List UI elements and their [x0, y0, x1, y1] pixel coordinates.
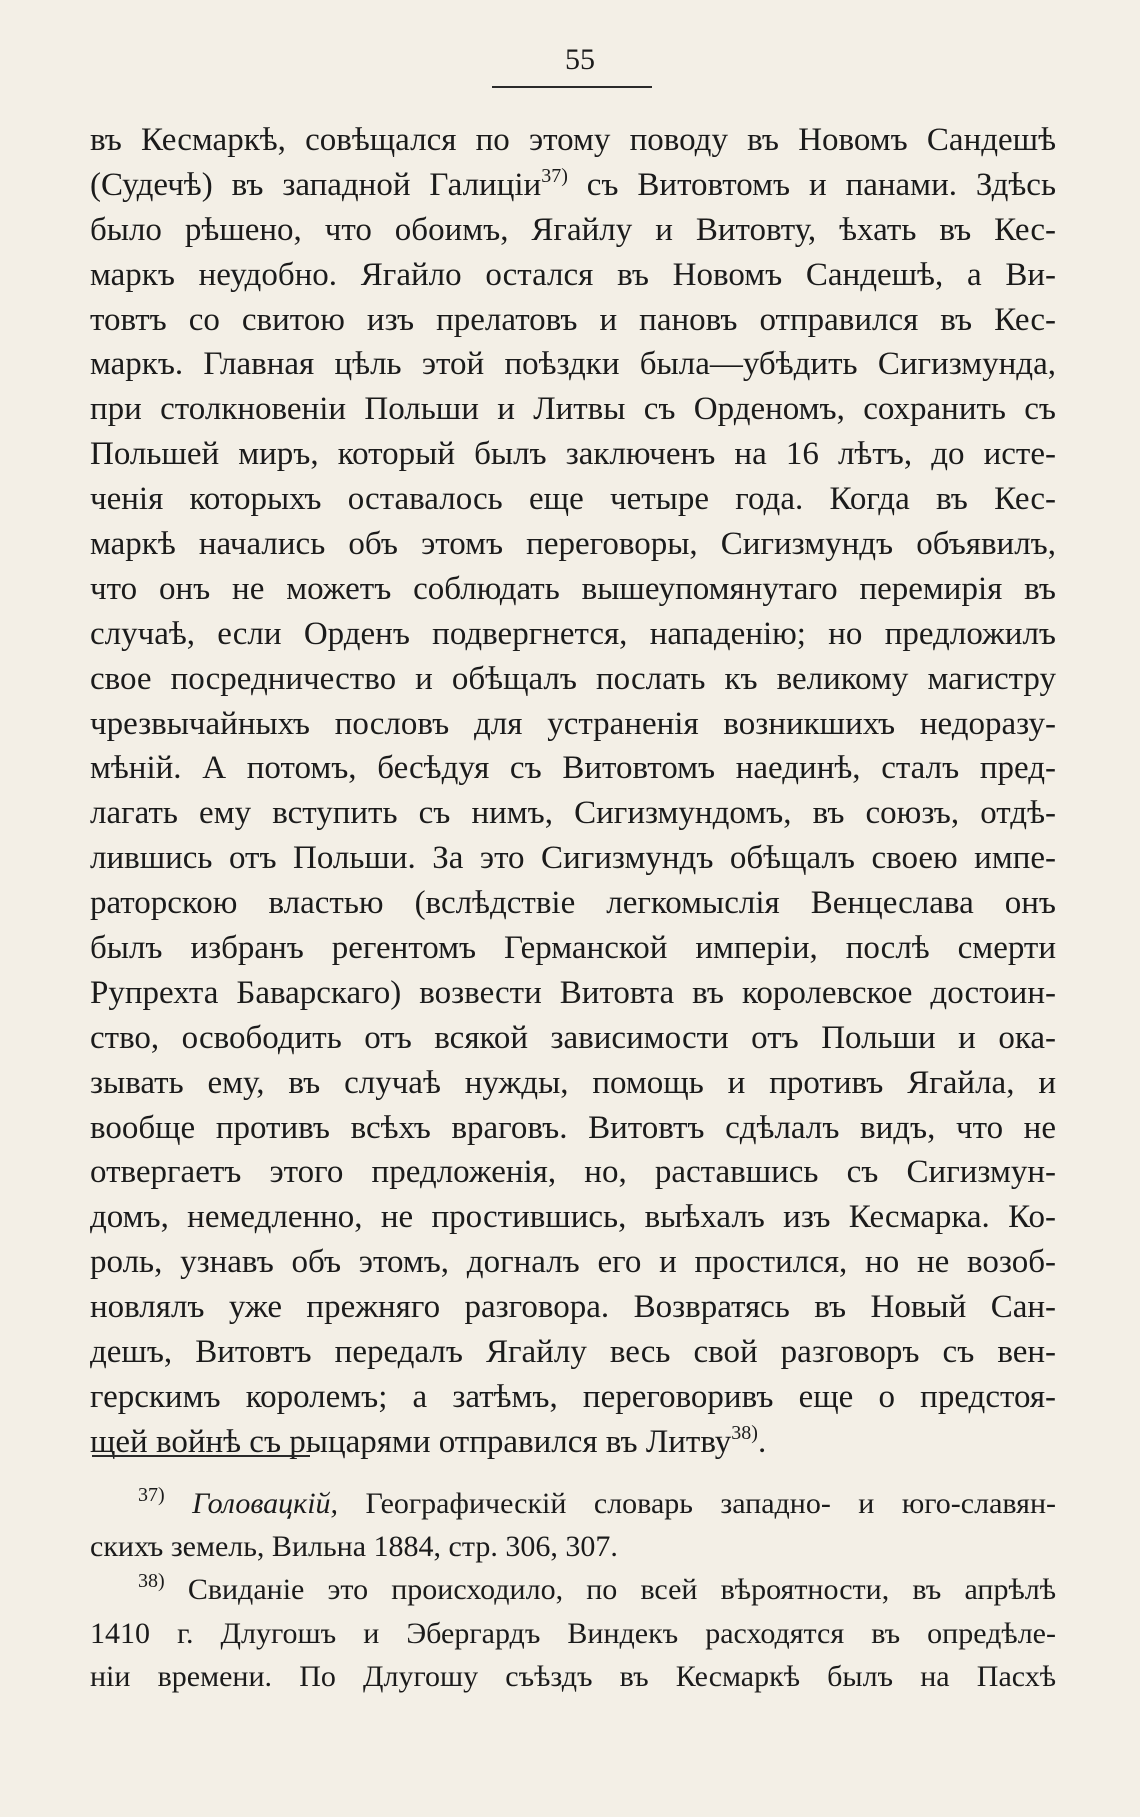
page-number: 55: [565, 43, 595, 76]
text-line: въ Кесмаркѣ, совѣщался по этому поводу въ Новомъ Сандешѣ: [90, 122, 1056, 158]
text-line: герскимъ королемъ; а затѣмъ, переговоривъ еще о предстоя-: [90, 1378, 1056, 1415]
text-line: Рупрехта Баварскаго) возвести Витовта въ королевское достоин-: [90, 974, 1056, 1011]
text-line: домъ, немедленно, не простившись, выѣхалъ изъ Кесмарка. Ко-: [90, 1199, 1056, 1236]
page-number-rule: [492, 86, 652, 88]
text-line: случаѣ, если Орденъ подвергнется, нападенію; но предложилъ: [90, 615, 1056, 652]
text-line: лагать ему вступить съ нимъ, Сигизмундомъ, въ союзъ, отдѣ-: [90, 795, 1056, 832]
text-line: было рѣшено, что обоимъ, Ягайлу и Витовту, ѣхать въ Кес-: [90, 211, 1056, 248]
footnote-38-number: 38): [138, 1570, 165, 1593]
text-line: Польшей миръ, который былъ заключенъ на 16 лѣтъ, до исте-: [90, 436, 1056, 473]
text-line: при столкновеніи Польши и Литвы съ Орденомъ, сохранить съ: [90, 391, 1056, 428]
footnote-ref-37[interactable]: 37): [541, 164, 568, 187]
footnote-37-number: 37): [138, 1484, 165, 1506]
footnote-ref-38[interactable]: 38): [731, 1421, 758, 1444]
footnote-38-line: ніи времени. По Длугошу съѣздъ въ Кесмаркѣ былъ на Пасхѣ: [90, 1659, 1056, 1693]
footnotes: [90, 1482, 1056, 1698]
text-line: отвергаетъ этого предложенія, но, раставшись съ Сигизмун-: [90, 1154, 1056, 1191]
footnote-38-line: $^{38)}$ Свиданіе это происходило, по всей вѣроятности, въ апрѣлѣ: [138, 1570, 1056, 1607]
text-line: вообще противъ всѣхъ враговъ. Витовтъ сдѣлалъ видъ, что не: [90, 1109, 1056, 1146]
text-line: раторскою властью (вслѣдствіе легкомыслія Венцеслава онъ: [90, 885, 1056, 922]
text-line: роль, узнавъ объ этомъ, догналъ его и простился, но не возоб-: [90, 1244, 1056, 1281]
text-line: зывать ему, въ случаѣ нужды, помощь и противъ Ягайла, и: [90, 1064, 1056, 1101]
text-line: маркѣ начались объ этомъ переговоры, Сигизмундъ объявилъ,: [90, 526, 1056, 563]
footnote-37-author: Головацкій,: [192, 1487, 339, 1520]
text-line: былъ избранъ регентомъ Германской имперіи, послѣ смерти: [90, 930, 1056, 967]
text-line: ченія которыхъ оставалось еще четыре года. Когда въ Кес-: [90, 481, 1056, 518]
text-line: маркъ. Главная цѣль этой поѣздки была—убѣдить Сигизмунда,: [90, 346, 1056, 383]
main-text: [90, 118, 1056, 1465]
footnote-37-line: $^{37)}$ Головацкій, Географическій словарь западно- и юго-славян-: [138, 1484, 1056, 1520]
text-line: маркъ неудобно. Ягайло остался въ Новомъ Сандешѣ, а Ви-: [90, 256, 1056, 293]
text-line: чрезвычайныхъ пословъ для устраненія возникшихъ недоразу-: [90, 705, 1056, 742]
text-line: (Судечѣ) въ западной Галиціи$^{37)}$ съ Витовтомъ и панами. Здѣсь: [90, 164, 1056, 203]
text-line: мѣній. А потомъ, бесѣдуя съ Витовтомъ наединѣ, сталъ пред-: [90, 750, 1056, 787]
footnote-37-line: скихъ земель, Вильна 1884, стр. 306, 307.: [90, 1530, 618, 1564]
footnote-38-line: 1410 г. Длугошъ и Эбергардъ Виндекъ расходятся въ опредѣле-: [90, 1616, 1056, 1650]
text-line: щей войнѣ съ рыцарями отправился въ Литву$^{38)}$.: [90, 1421, 767, 1460]
text-line: ство, освободить отъ всякой зависимости отъ Польши и ока-: [90, 1019, 1056, 1056]
text-line: новлялъ уже прежняго разговора. Возвратясь въ Новый Сан-: [90, 1289, 1056, 1326]
text-line: свое посредничество и обѣщалъ послать къ великому магистру: [90, 660, 1056, 697]
footnote-separator: [92, 1455, 310, 1457]
text-line: что онъ не можетъ соблюдать вышеупомянутаго перемирія въ: [90, 570, 1056, 607]
text-line: товтъ со свитою изъ прелатовъ и пановъ отправился въ Кес-: [90, 301, 1056, 338]
text-line: лившись отъ Польши. За это Сигизмундъ обѣщалъ своею импе-: [90, 840, 1056, 877]
text-line: дешъ, Витовтъ передалъ Ягайлу весь свой разговоръ съ вен-: [90, 1334, 1056, 1371]
